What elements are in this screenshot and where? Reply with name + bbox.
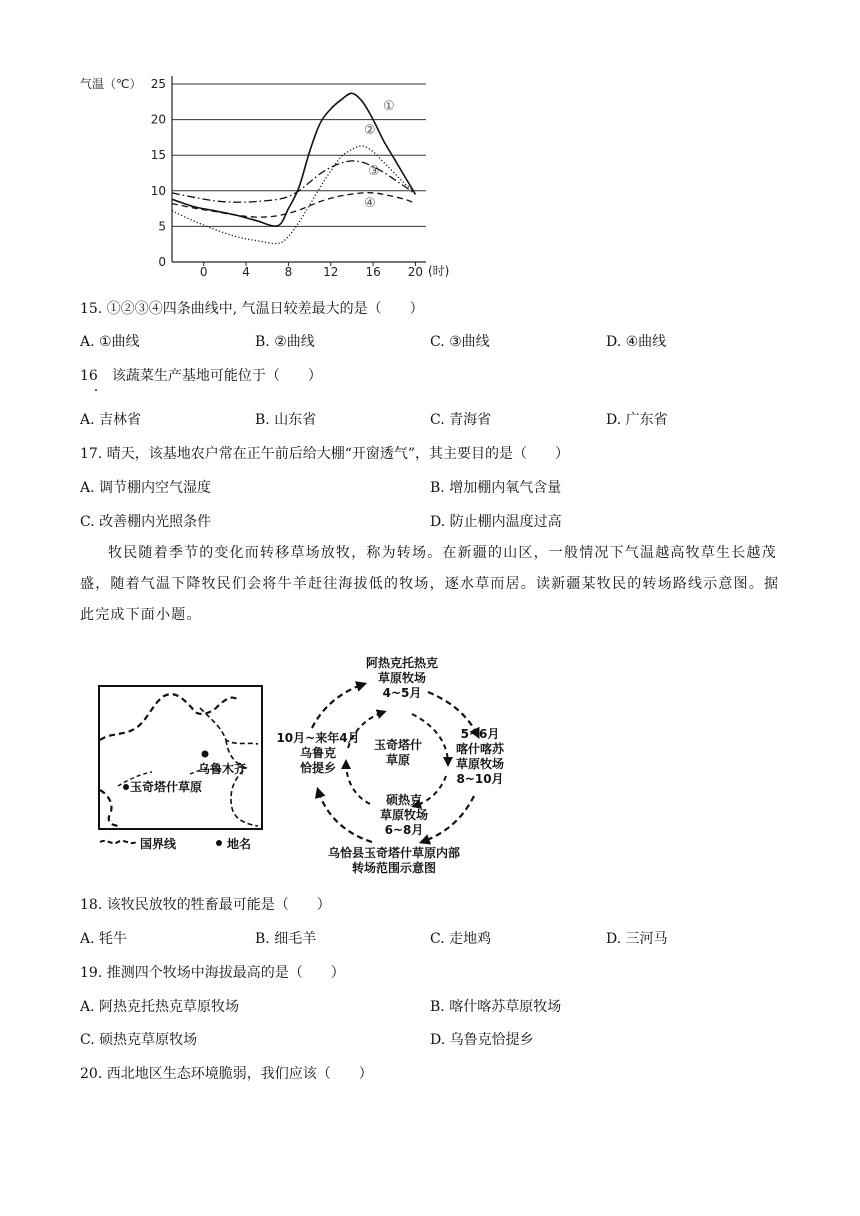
legend-place-label: 地名 (227, 837, 252, 851)
y-axis-label: 气温（℃） (80, 77, 142, 91)
legend-border-symbol (100, 841, 136, 843)
question-15-stem: 15. ①②③④四条曲线中, 气温日较差最大的是（ ） (80, 301, 424, 317)
inner-arrow-left (346, 762, 370, 804)
q15-option-b[interactable]: B. ②曲线 (255, 334, 315, 350)
y-tick-label: 0 (158, 255, 166, 269)
q15-option-c[interactable]: C. ③曲线 (430, 334, 490, 350)
diagram-caption: 乌恰县玉奇塔什草原内部 (327, 846, 461, 860)
q19-option-c[interactable]: C. 硕热克草原牧场 (80, 1032, 198, 1048)
pasture-bottom-label: 硕热克 (385, 793, 423, 807)
series-label-2: ② (364, 123, 376, 138)
temperature-chart (70, 70, 470, 282)
q16-option-c[interactable]: C. 青海省 (430, 412, 492, 428)
outer-arrow-bottom-left (318, 790, 372, 842)
pasture-right-label: 草原牧场 (455, 757, 505, 771)
x-tick-labels (200, 262, 423, 279)
x-tick-label: 4 (242, 265, 250, 279)
cycle-center-label: 玉奇塔什 (373, 738, 423, 752)
pasture-right-label: 喀什喀苏 (455, 742, 505, 756)
map-frame (99, 686, 262, 829)
x-tick-label: 0 (199, 265, 208, 279)
legend-place-dot (216, 840, 222, 846)
cycle-center-label: 草原 (385, 753, 411, 767)
pasture-left-label: 乌鲁克 (299, 746, 337, 760)
outer-arrow-top-left (312, 684, 364, 728)
x-tick-label: 12 (323, 265, 339, 279)
urumqi-location-dot (202, 751, 209, 758)
question-16-stem: 16 该蔬菜生产基地可能位于（ ） (80, 368, 322, 384)
y-tick-label: 25 (150, 77, 166, 91)
series-label-3: ③ (368, 164, 380, 179)
question-18-stem: 18. 该牧民放牧的牲畜最可能是（ ） (80, 897, 331, 913)
series-line-1 (172, 93, 415, 226)
x-tick-label: 16 (365, 265, 381, 279)
q18-option-b[interactable]: B. 细毛羊 (255, 931, 317, 947)
q18-option-d[interactable]: D. 三河马 (606, 931, 668, 947)
x-tick-label: 8 (284, 265, 293, 279)
pasture-left-label: 恰提乡 (299, 761, 337, 775)
q15-option-a[interactable]: A. ①曲线 (80, 334, 140, 350)
q16-option-d[interactable]: D. 广东省 (606, 412, 668, 428)
q19-option-d[interactable]: D. 乌鲁克恰提乡 (430, 1032, 534, 1048)
y-tick-label: 15 (150, 148, 166, 163)
q16-option-a[interactable]: A. 吉林省 (80, 412, 142, 428)
pasture-right-months: 8~10月 (456, 772, 504, 786)
pasture-bottom-label: 草原牧场 (379, 808, 429, 822)
series-label-1: ① (383, 99, 395, 114)
q18-option-a[interactable]: A. 牦牛 (80, 931, 128, 947)
y-tick-label: 5 (158, 219, 166, 234)
x-axis-unit: (时) (428, 264, 450, 278)
q19-option-a[interactable]: A. 阿热克托热克草原牧场 (80, 999, 240, 1015)
q17-option-d[interactable]: D. 防止棚内温度过高 (430, 514, 562, 530)
legend-border-label: 国界线 (140, 837, 177, 851)
question-17-stem: 17. 晴天，该基地农户常在正午前后给大棚“开窗透气”，其主要目的是（ ） (80, 446, 570, 462)
stray-dot (95, 389, 97, 391)
y-tick-label: 20 (150, 112, 166, 127)
series-label-4: ④ (364, 196, 376, 211)
question-20-stem: 20. 西北地区生态环境脆弱，我们应该（ ） (80, 1066, 373, 1082)
question-19-stem: 19. 推测四个牧场中海拔最高的是（ ） (80, 965, 345, 981)
pasture-left-months: 10月~来年4月 (276, 731, 360, 745)
passage-paragraph: 牧民随着季节的变化而转移草场放牧，称为转场。在新疆的山区，一般情况下气温越高牧草生长越茂盛，随着气温下降牧民们会将牛羊赶往海拔低的牧场，逐水草而居。读新疆某牧民的转场路线示意图。据此完成下面小题。 (80, 545, 780, 623)
yuqitashi-location-dot (123, 784, 129, 790)
q17-option-a[interactable]: A. 调节棚内空气湿度 (80, 480, 212, 496)
pasture-top-months: 4~5月 (382, 686, 422, 700)
y-tick-labels (151, 77, 166, 269)
outer-arrow-bottom-right (422, 796, 474, 842)
map-place-label: 玉奇塔什草原 (130, 780, 203, 794)
y-tick-label: 10 (150, 183, 166, 198)
series-line-2 (172, 146, 415, 244)
x-tick-label: 20 (407, 265, 424, 279)
q18-option-c[interactable]: C. 走地鸡 (430, 931, 492, 947)
q15-option-d[interactable]: D. ④曲线 (606, 334, 667, 350)
xinjiang-map (95, 683, 267, 858)
diagram-caption: 转场范围示意图 (351, 861, 437, 875)
pasture-right-months: 5~6月 (460, 727, 500, 741)
q16-option-b[interactable]: B. 山东省 (255, 412, 317, 428)
series-line-4 (172, 193, 415, 217)
map-city-label: 乌鲁木齐 (198, 762, 247, 776)
q17-option-b[interactable]: B. 增加棚内氧气含量 (430, 480, 562, 496)
pasture-top-label: 草原牧场 (377, 671, 427, 685)
pasture-top-label: 阿热克托热克 (365, 656, 439, 670)
q19-option-b[interactable]: B. 喀什喀苏草原牧场 (430, 999, 562, 1015)
pasture-bottom-months: 6~8月 (384, 823, 424, 837)
transhumance-cycle-diagram (268, 650, 518, 878)
q17-option-c[interactable]: C. 改善棚内光照条件 (80, 514, 212, 530)
